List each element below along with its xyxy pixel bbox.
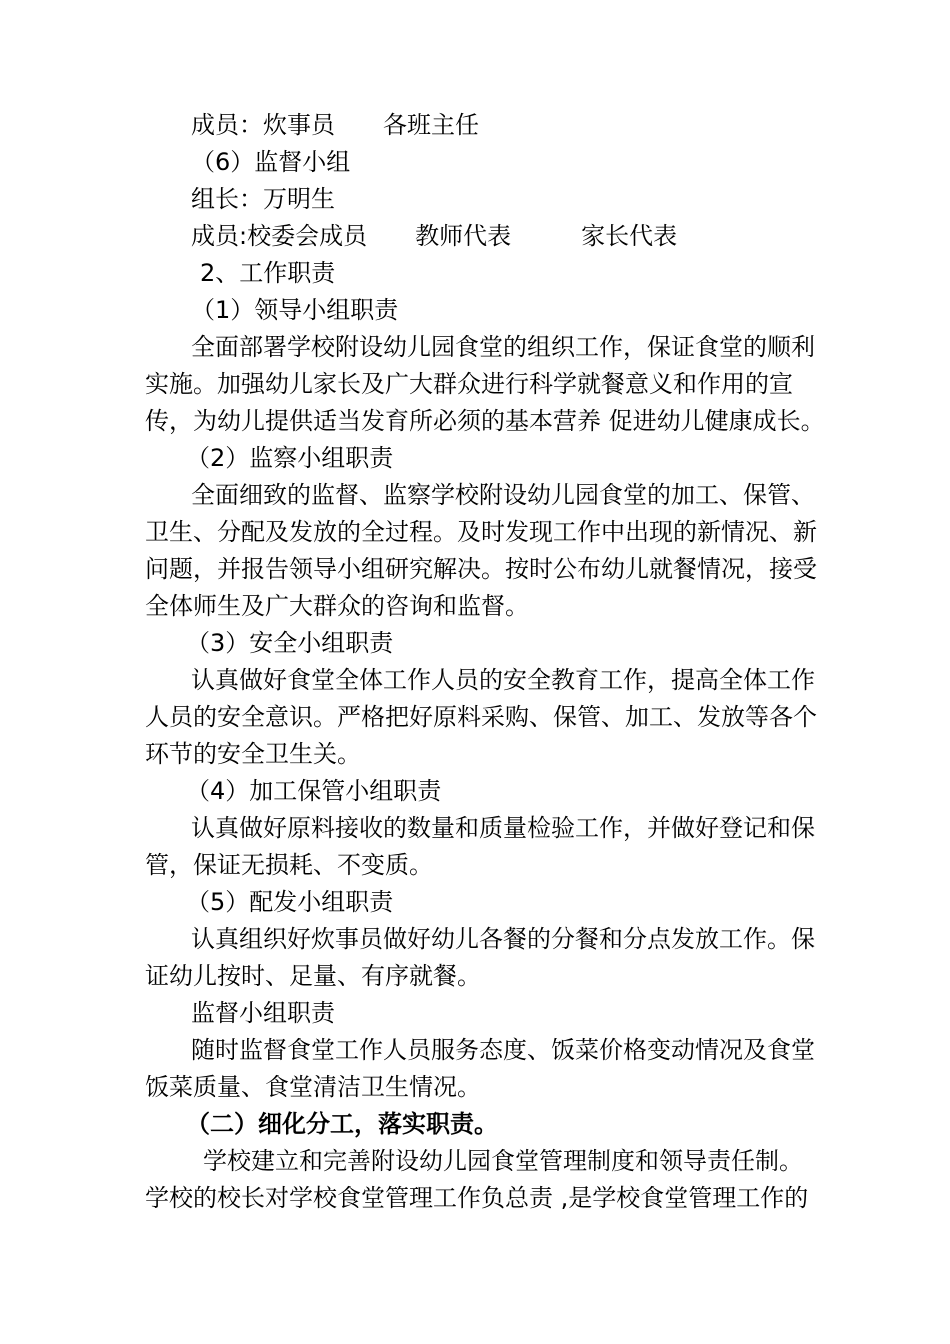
paragraph-line: 认真组织好炊事员做好幼儿各餐的分餐和分点发放工作。保 <box>191 925 815 953</box>
section-heading: （6）监督小组 <box>191 148 351 176</box>
section-heading: 监督小组职责 <box>191 999 335 1027</box>
section-heading: （1）领导小组职责 <box>191 296 399 324</box>
paragraph-line: 全体师生及广大群众的咨询和监督。 <box>145 592 529 620</box>
text-span: 教师代表 <box>415 222 512 250</box>
paragraph-line: 全面部署学校附设幼儿园食堂的组织工作，保证食堂的顺利 <box>191 333 815 361</box>
section-heading: （5）配发小组职责 <box>186 888 394 916</box>
paragraph-line: 卫生、分配及发放的全过程。及时发现工作中出现的新情况、新 <box>145 518 817 546</box>
paragraph-line: 传，为幼儿提供适当发育所必须的基本营养 促进幼儿健康成长。 <box>145 407 825 435</box>
paragraph-line: 实施。加强幼儿家长及广大群众进行科学就餐意义和作用的宣 <box>145 370 793 398</box>
text-line <box>191 107 825 144</box>
paragraph-line: 人员的安全意识。严格把好原料采购、保管、加工、发放等各个 <box>145 703 817 731</box>
text-span: 各班主任 <box>383 111 479 139</box>
paragraph-line: 学校的校长对学校食堂管理工作负总责 ,是学校食堂管理工作的 <box>145 1184 809 1212</box>
paragraph-line: 证幼儿按时、足量、有序就餐。 <box>145 962 481 990</box>
paragraph-line: 认真做好食堂全体工作人员的安全教育工作，提高全体工作 <box>191 666 815 694</box>
text-span: 家长代表 <box>581 222 678 250</box>
text-line <box>191 218 825 255</box>
section-heading: 2、工作职责 <box>200 259 336 287</box>
section-heading: （2）监察小组职责 <box>186 444 394 472</box>
paragraph-line: 管，保证无损耗、不变质。 <box>145 851 433 879</box>
text-span: 成员：炊事员 <box>191 111 335 139</box>
text-span: 成员:校委会成员 <box>191 222 368 250</box>
paragraph-line: 全面细致的监督、监察学校附设幼儿园食堂的加工、保管、 <box>191 481 815 509</box>
paragraph-line: 环节的安全卫生关。 <box>145 740 361 768</box>
section-heading-bold: （二）细化分工，落实职责。 <box>186 1110 498 1138</box>
paragraph-line: 学校建立和完善附设幼儿园食堂管理制度和领导责任制。 <box>203 1147 803 1175</box>
section-heading: （4）加工保管小组职责 <box>186 777 442 805</box>
text-line: 组长：万明生 <box>191 185 335 213</box>
paragraph-line: 问题，并报告领导小组研究解决。按时公布幼儿就餐情况，接受 <box>145 555 817 583</box>
paragraph-line: 认真做好原料接收的数量和质量检验工作，并做好登记和保 <box>191 814 815 842</box>
section-heading: （3）安全小组职责 <box>186 629 394 657</box>
paragraph-line: 随时监督食堂工作人员服务态度、饭菜价格变动情况及食堂 <box>191 1036 815 1064</box>
paragraph-line: 饭菜质量、食堂清洁卫生情况。 <box>145 1073 481 1101</box>
